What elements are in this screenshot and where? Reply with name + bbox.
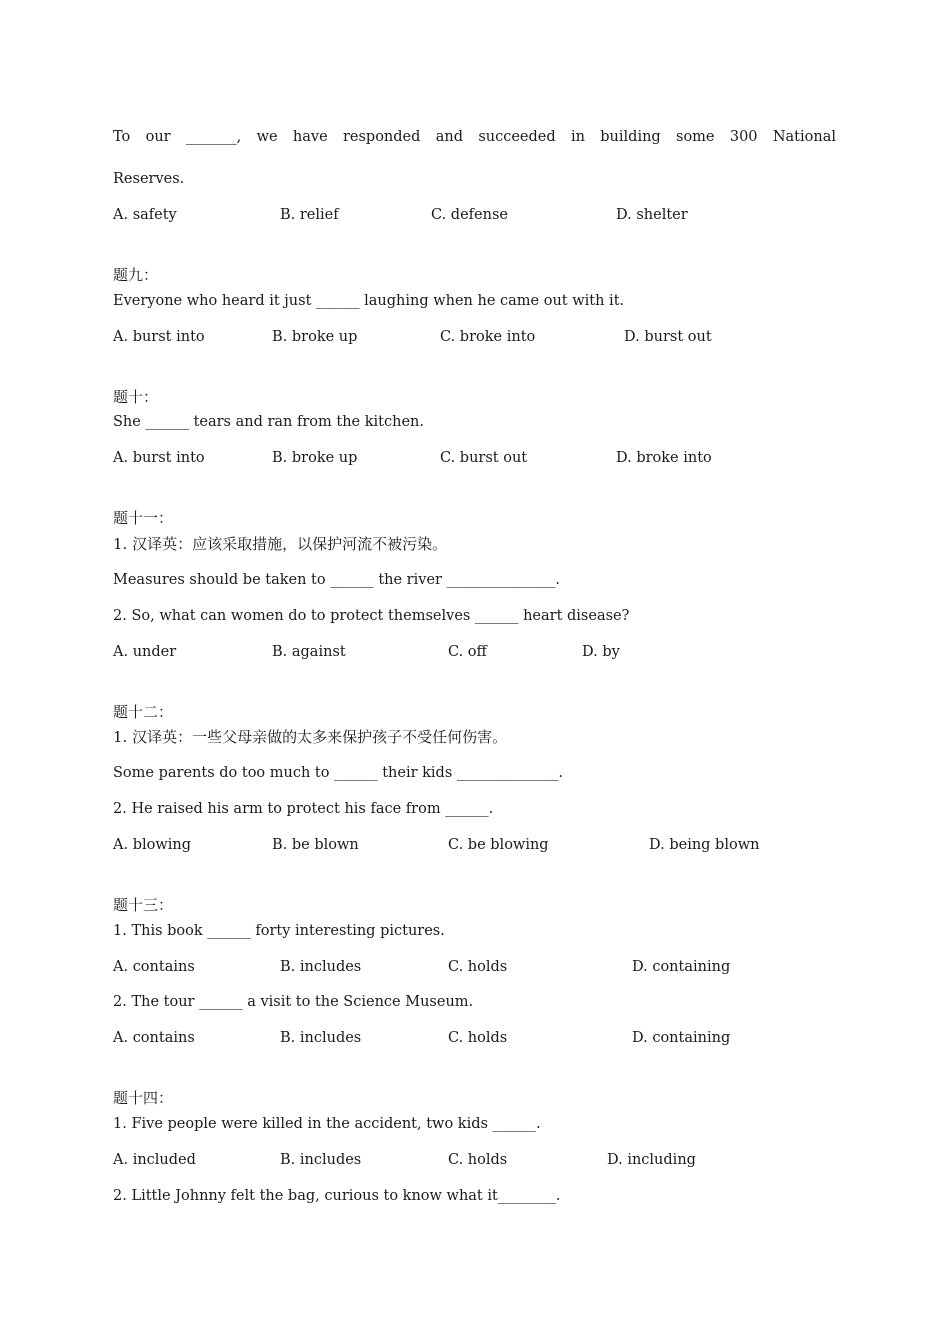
option-d: D. including: [607, 1152, 696, 1168]
option-a: A. burst into: [113, 329, 205, 345]
option-a: A. safety: [113, 207, 177, 223]
option-b: B. includes: [280, 1152, 362, 1168]
question-heading: 题十一：: [113, 509, 174, 527]
intro-sentence-line2: Reserves.: [113, 171, 185, 187]
question-sentence: 1. Five people were killed in the accident, two kids ______.: [113, 1116, 541, 1132]
word: some: [676, 129, 715, 145]
option-a: A. under: [113, 644, 177, 660]
question-sentence: 2. Little Johnny felt the bag, curious to know what it________.: [113, 1188, 561, 1204]
question-sentence: 1. This book ______ forty interesting pictures.: [113, 923, 445, 939]
option-b: B. broke up: [272, 450, 358, 466]
word: 300: [729, 129, 758, 145]
option-d: D. broke into: [616, 450, 712, 466]
option-d: D. burst out: [624, 329, 712, 345]
option-b: B. be blown: [272, 837, 359, 853]
option-c: C. broke into: [440, 329, 536, 345]
intro-sentence-line1: [113, 128, 836, 146]
option-a: A. blowing: [113, 837, 192, 853]
question-sentence: Everyone who heard it just ______ laughing when he came out with it.: [113, 293, 625, 309]
option-c: C. holds: [448, 959, 508, 975]
option-c: C. defense: [431, 207, 508, 223]
option-a: A. burst into: [113, 450, 205, 466]
word: in: [570, 129, 585, 145]
question-sentence: 2. The tour ______ a visit to the Science Museum.: [113, 994, 474, 1010]
option-b: B. includes: [280, 1030, 362, 1046]
option-c: C. holds: [448, 1030, 508, 1046]
option-a: A. contains: [113, 959, 195, 975]
word: have: [292, 129, 328, 145]
question-heading: 题十三：: [113, 896, 174, 914]
option-b: B. relief: [280, 207, 339, 223]
question-sentence: 2. So, what can women do to protect themselves ______ heart disease?: [113, 608, 630, 624]
option-c: C. be blowing: [448, 837, 549, 853]
question-heading: 题九：: [113, 266, 159, 284]
option-b: B. includes: [280, 959, 362, 975]
word: To: [113, 129, 131, 145]
option-a: A. included: [113, 1152, 196, 1168]
option-d: D. being blown: [649, 837, 760, 853]
translation-prompt: 1. 汉译英：应该采取措施，以保护河流不被污染。: [113, 535, 448, 553]
word: succeeded: [478, 129, 556, 145]
word: responded: [342, 129, 421, 145]
question-heading: 题十二：: [113, 703, 174, 721]
option-c: C. holds: [448, 1152, 508, 1168]
question-sentence: She ______ tears and ran from the kitchen.: [113, 414, 424, 430]
word: _______,: [185, 129, 242, 145]
translation-sentence: Measures should be taken to ______ the river _______________.: [113, 572, 560, 588]
option-d: D. by: [582, 644, 620, 660]
word: and: [435, 129, 463, 145]
word: our: [145, 129, 171, 145]
question-sentence: 2. He raised his arm to protect his face from ______.: [113, 801, 494, 817]
option-c: C. burst out: [440, 450, 528, 466]
translation-prompt: 1. 汉译英：一些父母亲做的太多来保护孩子不受任何伤害。: [113, 728, 508, 746]
option-d: D. shelter: [616, 207, 688, 223]
option-d: D. containing: [632, 959, 731, 975]
option-a: A. contains: [113, 1030, 195, 1046]
word: building: [600, 129, 661, 145]
question-heading: 题十四：: [113, 1089, 174, 1107]
option-b: B. against: [272, 644, 346, 660]
word: we: [256, 129, 278, 145]
option-d: D. containing: [632, 1030, 731, 1046]
option-c: C. off: [448, 644, 487, 660]
option-b: B. broke up: [272, 329, 358, 345]
translation-sentence: Some parents do too much to ______ their kids ______________.: [113, 765, 563, 781]
question-heading: 题十：: [113, 388, 159, 406]
word: National: [772, 129, 836, 145]
